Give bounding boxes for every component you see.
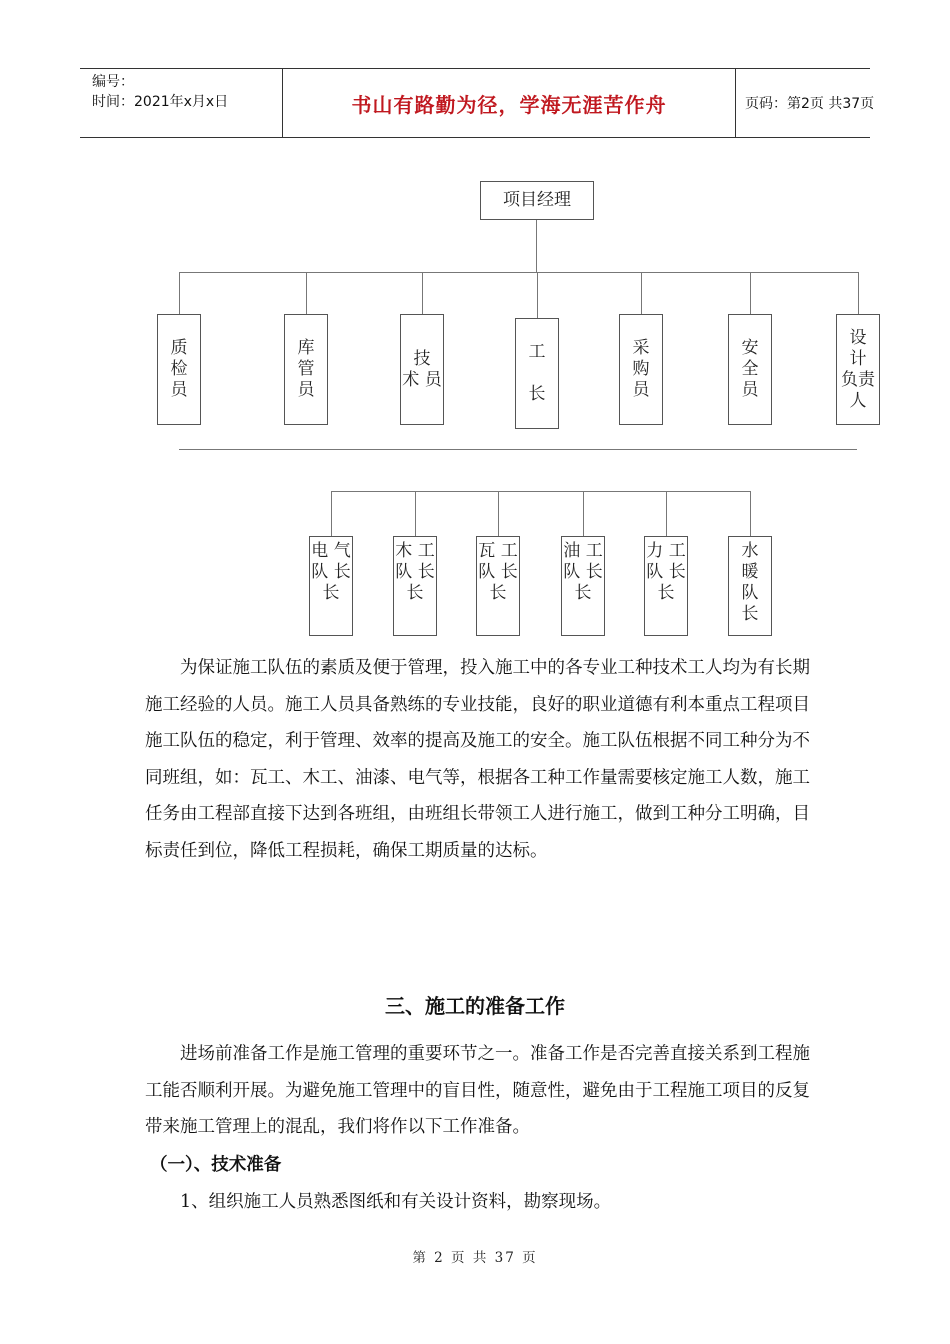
- org-box-purchaser: 采 购 员: [619, 314, 663, 425]
- org-box-labor-team: 力 工 队 长 长: [644, 536, 688, 636]
- page-label-text: 页码：第2页 共37页: [745, 96, 875, 112]
- connector-line: [750, 491, 751, 536]
- connector-line: [331, 491, 751, 492]
- connector-line: [750, 272, 751, 314]
- connector-line: [179, 272, 180, 314]
- time-label: 时间：2021年x月x日: [92, 94, 229, 110]
- number-label: 编号：: [92, 74, 134, 90]
- org-box-plumbing-team: 水 暖 队 长: [728, 536, 772, 636]
- org-box-carpentry-team: 木 工 队 长 长: [393, 536, 437, 636]
- connector-line: [179, 272, 859, 273]
- divider-line: [179, 449, 857, 450]
- section-heading: 三、施工的准备工作: [385, 994, 565, 1018]
- org-box-safety: 安 全 员: [728, 314, 772, 425]
- org-box-electric-team: 电 气 队 长 长: [309, 536, 353, 636]
- paragraph-team-quality: 为保证施工队伍的素质及便于管理，投入施工中的各专业工种技术工人均为有长期施工经验的人员。施工人员具备熟练的专业技能，良好的职业道德有利本重点工程项目施工队伍的稳定，利于管理、效率的提高及施工的安全。施工队伍根据不同工种分为不同班组，如：瓦工、木工、油漆、电气等，根据各工种工作量需要核定施工人数，施工任务由工程部直接下达到各班组，由班组长带领工人进行施工，做到工种分工明确，目标责任到位，降低工程损耗，确保工期质量的达标。: [145, 658, 810, 861]
- org-box-foreman: 工 长: [515, 318, 559, 429]
- header-meta: [80, 69, 282, 140]
- connector-line: [498, 491, 499, 536]
- connector-line: [858, 272, 859, 314]
- subheading-technical: （一）、技术准备: [150, 1155, 282, 1175]
- connector-line: [583, 491, 584, 536]
- org-box-storage: 库 管 员: [284, 314, 328, 425]
- org-box-technician: 技 术 员: [400, 314, 444, 425]
- list-item: 1、组织施工人员熟悉图纸和有关设计资料，勘察现场。: [180, 1192, 612, 1212]
- connector-line: [641, 272, 642, 314]
- connector-line: [422, 272, 423, 314]
- connector-line: [415, 491, 416, 536]
- connector-line: [306, 272, 307, 314]
- org-box-designer: 设 计 负责 人: [836, 314, 880, 425]
- page-footer: 第 2 页 共 37 页: [412, 1250, 538, 1266]
- page-header: [80, 68, 875, 138]
- org-box-quality: 质 检 员: [157, 314, 201, 425]
- connector-line: [331, 491, 332, 536]
- connector-line: [537, 272, 538, 318]
- header-motto: 书山有路勤为径，学海无涯苦作舟: [282, 69, 736, 137]
- header-page-label: [735, 69, 880, 137]
- org-box-manager: 项目经理: [480, 181, 594, 220]
- connector-line: [666, 491, 667, 536]
- org-box-masonry-team: 瓦 工 队 长 长: [476, 536, 520, 636]
- paragraph-preparation: 进场前准备工作是施工管理的重要环节之一。准备工作是否完善直接关系到工程施工能否顺利开展。为避免施工管理中的盲目性，随意性，避免由于工程施工项目的反复带来施工管理上的混乱，我们将作以下工作准备。: [145, 1044, 810, 1138]
- org-box-painting-team: 油 工 队 长 长: [561, 536, 605, 636]
- connector-line: [536, 220, 537, 273]
